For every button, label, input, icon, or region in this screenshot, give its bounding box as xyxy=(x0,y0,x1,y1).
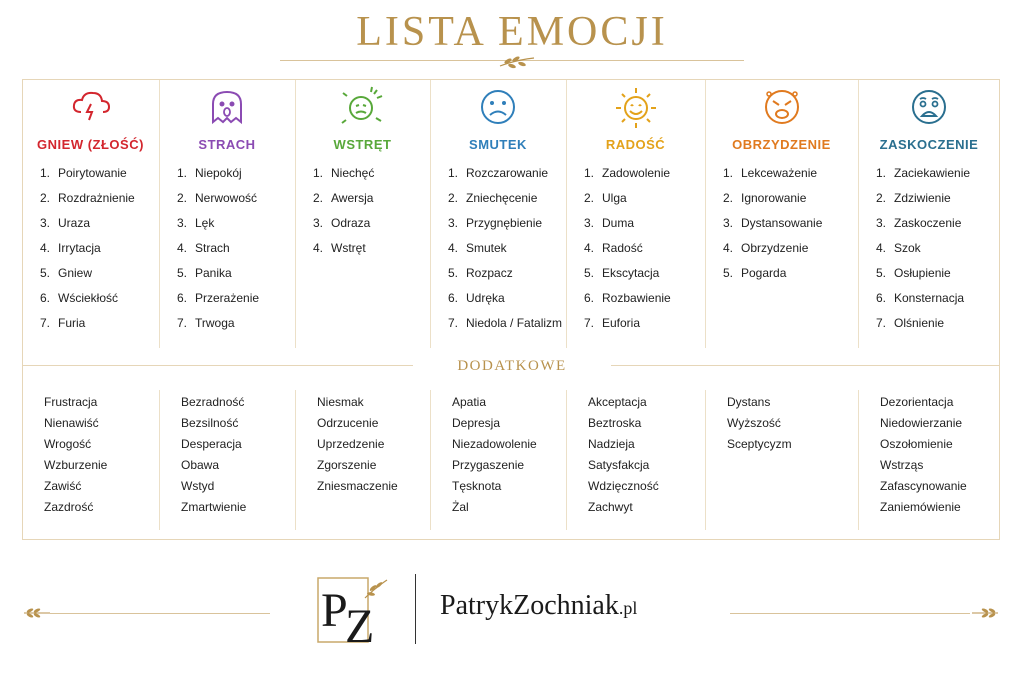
emotion-item xyxy=(723,166,817,180)
item-text: Zaskoczenie xyxy=(894,216,962,230)
item-number: 6. xyxy=(876,291,887,305)
item-text: Odraza xyxy=(331,216,371,230)
column-separator xyxy=(430,80,431,348)
extra-emotion-item: Nadzieja xyxy=(588,437,635,451)
extra-emotion-item: Zazdrość xyxy=(44,500,94,514)
extra-emotion-item: Wyższość xyxy=(727,416,781,430)
item-number: 4. xyxy=(584,241,595,255)
item-text: Uraza xyxy=(58,216,91,230)
ghost-icon xyxy=(205,86,249,130)
svg-text:P: P xyxy=(321,584,348,637)
item-number: 1. xyxy=(313,166,324,180)
emotion-item xyxy=(723,266,786,280)
extra-divider-left xyxy=(23,365,413,366)
emotion-item xyxy=(584,266,659,280)
emotion-item xyxy=(723,216,822,230)
item-text: Wściekłość xyxy=(58,291,119,305)
category-label: OBRZYDZENIE xyxy=(732,137,831,152)
extra-emotion-item: Akceptacja xyxy=(588,395,647,409)
item-text: Olśnienie xyxy=(894,316,945,330)
extra-emotion-item: Zgorszenie xyxy=(317,458,377,472)
extra-section-title: DODATKOWE xyxy=(457,358,567,374)
extra-emotion-item: Zniesmaczenie xyxy=(317,479,398,493)
extra-emotion-item: Wstrząs xyxy=(880,458,924,472)
item-text: Niedola / Fatalizm xyxy=(466,316,563,330)
item-number: 5. xyxy=(876,266,887,280)
item-number: 7. xyxy=(448,316,459,330)
emotion-item xyxy=(40,241,101,255)
extra-emotion-item: Zafascynowanie xyxy=(880,479,967,493)
emotion-item xyxy=(177,216,214,230)
extra-emotion-item: Frustracja xyxy=(44,395,98,409)
item-number: 1. xyxy=(584,166,595,180)
extra-emotion-item: Przygaszenie xyxy=(452,458,525,472)
item-number: 3. xyxy=(584,216,595,230)
extra-emotion-item: Zaniemówienie xyxy=(880,500,961,514)
extra-emotion-item: Wrogość xyxy=(44,437,92,451)
emotion-item xyxy=(876,166,970,180)
item-text: Zadowolenie xyxy=(602,166,671,180)
laurel-right-icon xyxy=(970,606,1000,620)
page-title: LISTA EMOCJI xyxy=(356,9,668,55)
extra-emotion-item: Niedowierzanie xyxy=(880,416,963,430)
laurel-sprig-icon xyxy=(498,54,536,70)
logo-divider xyxy=(415,574,416,644)
item-number: 2. xyxy=(584,191,595,205)
item-number: 7. xyxy=(177,316,188,330)
item-number: 3. xyxy=(177,216,188,230)
item-text: Niechęć xyxy=(331,166,375,180)
emotion-item xyxy=(177,191,257,205)
category-label: SMUTEK xyxy=(469,137,527,152)
item-number: 4. xyxy=(40,241,51,255)
footer-line-right xyxy=(730,613,970,614)
storm-cloud-icon xyxy=(69,86,113,130)
emotion-item xyxy=(876,291,964,305)
emotion-item xyxy=(448,316,562,330)
item-text: Obrzydzenie xyxy=(741,241,809,255)
svg-text:Z: Z xyxy=(345,600,375,646)
item-text: Ulga xyxy=(602,191,627,205)
item-number: 4. xyxy=(448,241,459,255)
item-number: 5. xyxy=(723,266,734,280)
extra-emotion-item: Niesmak xyxy=(317,395,364,409)
item-text: Konsternacja xyxy=(894,291,965,305)
item-number: 5. xyxy=(40,266,51,280)
item-number: 1. xyxy=(40,166,51,180)
extra-emotion-item: Bezradność xyxy=(181,395,245,409)
emotion-item xyxy=(448,191,537,205)
item-text: Rozpacz xyxy=(466,266,513,280)
emotion-item xyxy=(177,166,242,180)
item-text: Rozdrażnienie xyxy=(58,191,135,205)
emotion-item xyxy=(584,291,671,305)
emotion-item xyxy=(448,266,513,280)
brand-suffix: .pl xyxy=(618,598,638,618)
extra-emotion-item: Uprzedzenie xyxy=(317,437,385,451)
item-number: 4. xyxy=(876,241,887,255)
item-text: Euforia xyxy=(602,316,641,330)
item-number: 4. xyxy=(723,241,734,255)
item-number: 5. xyxy=(448,266,459,280)
item-text: Panika xyxy=(195,266,232,280)
extra-emotion-item: Tęsknota xyxy=(452,479,502,493)
column-separator xyxy=(159,390,160,530)
emotion-item xyxy=(40,316,85,330)
item-number: 7. xyxy=(876,316,887,330)
emotion-item xyxy=(40,266,92,280)
item-text: Rozbawienie xyxy=(602,291,671,305)
item-text: Ekscytacja xyxy=(602,266,660,280)
category-label: GNIEW (ZŁOŚĆ) xyxy=(37,137,144,152)
emotion-item xyxy=(40,291,118,305)
emotion-item xyxy=(177,291,259,305)
item-text: Smutek xyxy=(466,241,507,255)
item-number: 1. xyxy=(876,166,887,180)
emotion-item xyxy=(448,241,507,255)
disgust-face-icon xyxy=(341,86,385,130)
item-number: 6. xyxy=(584,291,595,305)
item-text: Niepokój xyxy=(195,166,242,180)
emotion-item xyxy=(448,291,505,305)
item-text: Przerażenie xyxy=(195,291,260,305)
column-separator xyxy=(430,390,431,530)
emotion-item xyxy=(313,166,374,180)
item-text: Osłupienie xyxy=(894,266,951,280)
item-text: Duma xyxy=(602,216,635,230)
item-number: 7. xyxy=(584,316,595,330)
item-number: 3. xyxy=(876,216,887,230)
column-separator xyxy=(858,80,859,348)
item-text: Nerwowość xyxy=(195,191,258,205)
extra-emotion-item: Wdzięczność xyxy=(588,479,659,493)
item-number: 2. xyxy=(723,191,734,205)
item-text: Szok xyxy=(894,241,921,255)
item-text: Zaciekawienie xyxy=(894,166,971,180)
item-number: 2. xyxy=(177,191,188,205)
extra-emotion-item: Wstyd xyxy=(181,479,215,493)
item-number: 3. xyxy=(40,216,51,230)
laurel-left-icon xyxy=(22,606,52,620)
item-number: 5. xyxy=(177,266,188,280)
emotion-item xyxy=(876,241,921,255)
nauseous-face-icon xyxy=(760,86,804,130)
column-separator xyxy=(705,80,706,348)
extra-emotion-item: Zachwyt xyxy=(588,500,633,514)
item-text: Wstręt xyxy=(331,241,366,255)
emotion-item xyxy=(876,216,961,230)
extra-emotion-item: Oszołomienie xyxy=(880,437,953,451)
item-number: 4. xyxy=(177,241,188,255)
item-text: Furia xyxy=(58,316,86,330)
extra-emotion-item: Zmartwienie xyxy=(181,500,247,514)
emotion-item xyxy=(177,241,230,255)
item-number: 3. xyxy=(723,216,734,230)
emotion-item xyxy=(313,191,373,205)
emotion-item xyxy=(448,216,542,230)
extra-emotion-item: Wzburzenie xyxy=(44,458,108,472)
extra-emotion-item: Obawa xyxy=(181,458,220,472)
item-text: Strach xyxy=(195,241,230,255)
extra-emotion-item: Depresja xyxy=(452,416,501,430)
column-separator xyxy=(566,80,567,348)
emotion-item xyxy=(40,216,90,230)
emotion-item xyxy=(584,216,634,230)
extra-emotion-item: Desperacja xyxy=(181,437,242,451)
item-number: 1. xyxy=(177,166,188,180)
item-text: Dystansowanie xyxy=(741,216,823,230)
column-separator xyxy=(295,80,296,348)
emotion-item xyxy=(40,191,135,205)
item-number: 3. xyxy=(313,216,324,230)
extra-emotion-item: Apatia xyxy=(452,395,487,409)
column-separator xyxy=(705,390,706,530)
category-label: WSTRĘT xyxy=(333,137,392,152)
column-separator xyxy=(159,80,160,348)
brand-main: PatrykZochniak xyxy=(440,590,619,621)
emotion-item xyxy=(177,266,232,280)
extra-emotion-item: Bezsilność xyxy=(181,416,239,430)
emotion-item xyxy=(177,316,235,330)
extra-emotion-item: Niezadowolenie xyxy=(452,437,537,451)
emotion-item xyxy=(876,316,944,330)
extra-emotion-item: Odrzucenie xyxy=(317,416,379,430)
item-text: Pogarda xyxy=(741,266,787,280)
extra-emotion-item: Żal xyxy=(452,500,469,514)
emotion-item xyxy=(584,316,640,330)
extra-emotion-item: Nienawiść xyxy=(44,416,99,430)
extra-emotion-item: Zawiść xyxy=(44,479,82,493)
category-label: ZASKOCZENIE xyxy=(879,137,979,152)
emotion-item xyxy=(313,241,366,255)
footer-line-left xyxy=(50,613,270,614)
extra-emotion-item: Beztroska xyxy=(588,416,642,430)
surprised-face-icon xyxy=(907,86,951,130)
extra-divider-right xyxy=(611,365,999,366)
item-number: 6. xyxy=(40,291,51,305)
item-number: 6. xyxy=(177,291,188,305)
emotion-item xyxy=(723,191,806,205)
item-text: Trwoga xyxy=(195,316,235,330)
item-text: Lekceważenie xyxy=(741,166,818,180)
item-text: Udręka xyxy=(466,291,505,305)
item-text: Poirytowanie xyxy=(58,166,127,180)
item-number: 1. xyxy=(448,166,459,180)
emotion-item xyxy=(584,191,627,205)
item-number: 1. xyxy=(723,166,734,180)
extra-emotion-item: Dezorientacja xyxy=(880,395,954,409)
item-number: 7. xyxy=(40,316,51,330)
item-number: 6. xyxy=(448,291,459,305)
emotion-item xyxy=(584,241,643,255)
item-text: Ignorowanie xyxy=(741,191,807,205)
category-label: STRACH xyxy=(198,137,256,152)
emotion-item xyxy=(584,166,670,180)
emotion-item xyxy=(40,166,127,180)
extra-emotion-item: Dystans xyxy=(727,395,771,409)
emotion-item xyxy=(448,166,548,180)
emotion-item xyxy=(723,241,808,255)
item-number: 2. xyxy=(313,191,324,205)
column-separator xyxy=(295,390,296,530)
item-text: Rozczarowanie xyxy=(466,166,549,180)
column-separator xyxy=(858,390,859,530)
emotion-item xyxy=(876,191,951,205)
category-label: RADOŚĆ xyxy=(605,137,666,152)
sad-face-icon xyxy=(476,86,520,130)
item-number: 2. xyxy=(448,191,459,205)
item-text: Irrytacja xyxy=(58,241,101,255)
item-text: Awersja xyxy=(331,191,374,205)
item-number: 2. xyxy=(40,191,51,205)
item-text: Gniew xyxy=(58,266,93,280)
extra-emotion-item: Sceptycyzm xyxy=(727,437,792,451)
item-text: Lęk xyxy=(195,216,215,230)
emotion-item xyxy=(876,266,951,280)
item-text: Zniechęcenie xyxy=(466,191,538,205)
item-text: Zdziwienie xyxy=(894,191,951,205)
sun-icon xyxy=(614,86,658,130)
extra-emotion-item: Satysfakcja xyxy=(588,458,650,472)
emotion-item xyxy=(313,216,370,230)
brand-name xyxy=(440,590,637,622)
column-separator xyxy=(566,390,567,530)
item-number: 2. xyxy=(876,191,887,205)
item-number: 4. xyxy=(313,241,324,255)
item-number: 3. xyxy=(448,216,459,230)
pz-logo xyxy=(315,574,390,646)
item-text: Przygnębienie xyxy=(466,216,543,230)
item-number: 5. xyxy=(584,266,595,280)
item-text: Radość xyxy=(602,241,643,255)
